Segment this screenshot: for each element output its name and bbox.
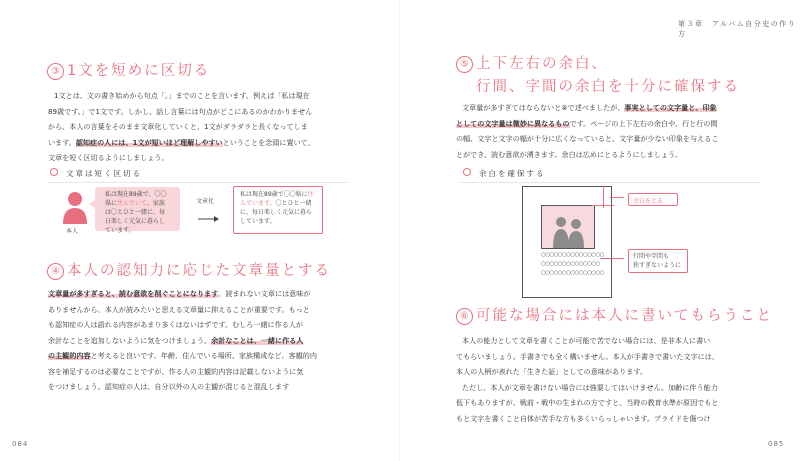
chapter-header: 第３章 アルバム自分史の作り方 [678,20,797,38]
leader-line [600,258,624,259]
body-line: 余計なことを追加しないように気をつけましょう。余計なことは、一緒に作る人 [48,335,304,345]
emphasis: 文章量が多すぎると、読む意欲を削ぐことになります [48,289,219,298]
body-line: 文章量が多すぎてはならないと④で述べましたが、事実としての文字量と、印象 [462,103,717,112]
arrow-right-icon [198,208,220,227]
body-line: 文章を短く区切るようにしましょう。 [48,153,169,162]
page-number: 084 [12,440,29,448]
bubble-tail [89,200,95,208]
arrow-label: 文章化 [196,198,215,205]
diagram-caption: 文章は短く区切る [50,168,142,179]
section-5-body [456,100,719,162]
body-line: てもらいましょう。手書きでも全く構いません。本人が手書きで書いた文字には、 [456,351,719,361]
body-line: ありませんから、本人が読みたいと思える文章量に抑えることが重要です。もっと [48,304,310,314]
body-line: の幅、文字と文字の幅が十分に広くなっていると、文字量が少ない印象を与えるこ [456,134,719,143]
page-mockup [522,186,612,298]
section-number: ⑤ [456,56,473,73]
section-heading-6 [456,304,773,325]
callout-text: 余白をとる [633,198,664,205]
body-line: ただし、本人が文章を書けない場合には強要してはいけません。加齢に伴う能力 [462,382,718,392]
section-title: 1文を短めに区切る [67,63,211,79]
emphasis: 認知症の人には、1文が短いほど理解しやすい [75,137,223,147]
section-title: 本人の認知力に応じた文章量とする [67,263,331,279]
person-label: 本人 [66,228,79,235]
right-page [400,0,800,461]
body-line: 文章量が多すぎると、読む意欲を削ぐことになります。読まれない文章には意味が [48,289,311,298]
emphasis: 事実としての文字量と、印象 [624,103,717,112]
body-line: とができ、読む意欲が湧きます。余白は広めにとるようにしましょう。 [456,149,683,159]
body-line: も認知症の人は語れる内容があまり多くはないはずです。むしろ一緒に作る人が [48,320,304,329]
bubble-text: 私は現在89歳で、〇〇 県に住んでいて、家族 は〇とひと一緒に、毎 日楽しく元気に暮らし ています。 [105,191,167,234]
body-line: から、本人の言葉をそのまま文章化していくと、1文がダラダラと長くなってしま [48,122,308,131]
section-heading-4 [47,259,331,280]
divider [48,182,348,183]
body-line: 本人の能力として文章を書くことが可能で苦でない場合には、是非本人に書い [462,336,711,345]
divider [460,182,760,183]
person-figure-icon [58,190,92,230]
diagram-caption: 余白を確保する [463,168,546,179]
body-line: の主観的内容と考えると良いです。年齢、住んでいる場所、家族構成など、客観的内 [48,351,317,360]
section-4-body [48,286,317,395]
body-line: います。認知症の人には、1文が短いほど理解しやすいということを念頭に置いて、 [48,137,315,147]
section-title: 可能な場合には本人に書いてもらうこと [476,308,773,324]
body-line: 容を補足するのは必要なことですが、作る人の主観的内容は記載しないように気 [48,366,304,376]
section-heading-5-line2: 行間、字間の余白を十分に確保する [476,79,740,95]
leader-line [610,197,624,198]
body-line: 低下もありますが、戦前・戦中の生まれの方ですと、当時の教育水準が原因でもと [456,398,719,407]
emphasis: の主観的内容 [48,351,91,360]
people-photo-icon [552,214,586,248]
body-line: 1文とは、文の書き始めから句点「。」までのことを言います。例えば「私は現在 [54,91,310,100]
text-box-after [233,186,323,234]
callout-text: 行間や字間も 狭すぎないように [633,253,682,269]
section-heading-3 [47,59,210,80]
callout-spacing [628,249,688,273]
bullet-circle-icon [50,168,58,176]
text-placeholder-lines: ○○○○○○○○○○○○○○○ ○○○○○○○○○○○○○○ ○○○○○○○○○○○○○○○ [541,252,604,276]
section-title: 上下左右の余白、 [476,56,608,72]
section-number: ③ [47,63,64,80]
section-number: ④ [47,263,64,280]
callout-margin [628,193,678,206]
emphasis: としての文字量は微妙に異なるもの [456,118,570,128]
section-3-body [48,88,315,166]
page-number: 085 [768,440,785,448]
body-line: をつけましょう。認知症の人は、自分以外の人の主観が混じると混乱します [48,382,290,391]
photo-frame [541,205,595,249]
box-text: 私は現在89歳で〇〇県に住 んでいます。〇とひと一緒 に、毎日楽しく元気に暮ら しています。 [240,191,314,225]
body-line: としての文字量は微妙に異なるものです。ページの上下左右の余白や、行と行の間 [456,118,718,128]
margin-guide-horizontal [592,205,614,206]
body-line: 89歳です。」で1文です。しかし、話し言葉には句点がどこにあるのかわかりません [48,106,313,116]
speech-bubble-before [95,187,180,234]
bullet-circle-icon [463,168,471,176]
body-line: 本人の人柄が表れた「生きた証」としての意味があります。 [456,367,647,376]
section-6-body [456,333,719,426]
emphasis: 余計なことは、一緒に作る人 [211,335,304,345]
section-number: ⑥ [456,308,473,325]
section-heading-5 [456,52,608,73]
body-line: もと文字を書くこと自体が苦手な方も多くいらっしゃいます。プライドを傷つけ [456,413,711,423]
